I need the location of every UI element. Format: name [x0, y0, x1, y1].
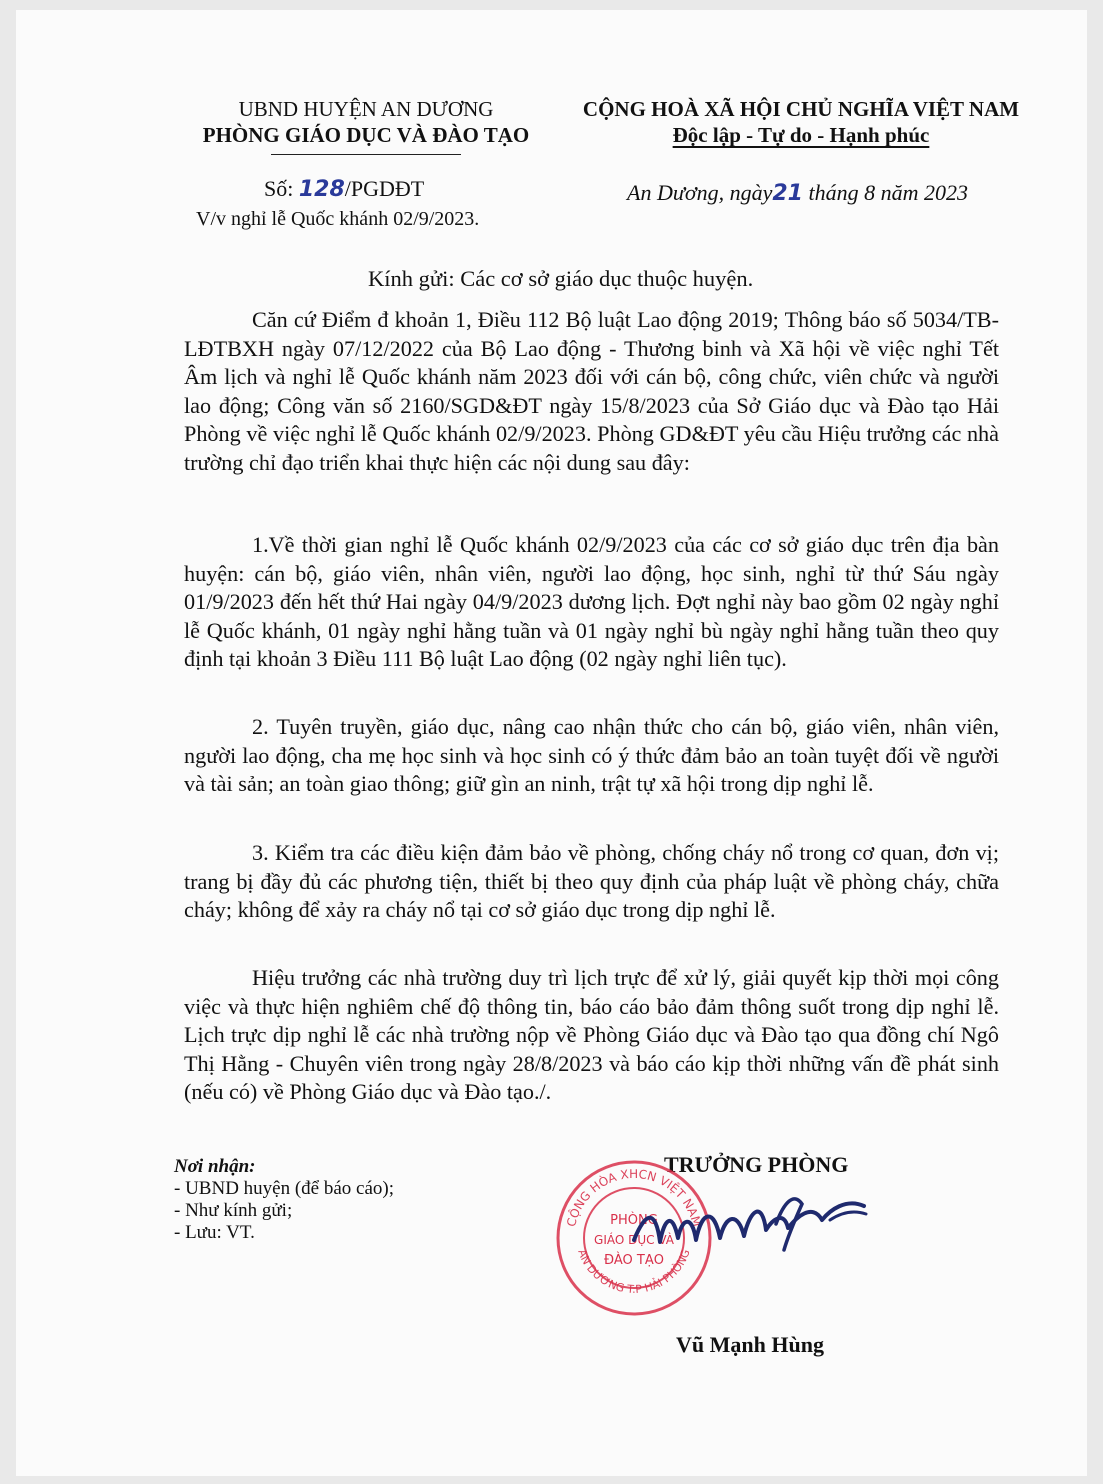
document-page: [16, 10, 1087, 1476]
agency-underline: [271, 154, 461, 155]
recipients-title: Nơi nhận:: [174, 1156, 256, 1177]
doc-number-suffix: /PGDĐT: [344, 176, 425, 201]
date-prefix: An Dương, ngày: [627, 180, 773, 205]
doc-number: [264, 176, 424, 203]
doc-number-value: 128: [298, 177, 345, 202]
doc-date: [627, 180, 968, 207]
recipient-item: - Lưu: VT.: [174, 1222, 255, 1243]
date-day: 21: [772, 181, 803, 206]
nation-title: CỘNG HOÀ XÃ HỘI CHỦ NGHĨA VIỆT NAM: [582, 97, 1020, 121]
motto: [566, 122, 1036, 148]
stamp-line-1: PHÒNG: [610, 1213, 658, 1228]
agency-parent: UBND HUYỆN AN DƯƠNG: [238, 97, 494, 121]
paragraph-legal-basis: Căn cứ Điểm đ khoản 1, Điều 112 Bộ luật Lao động 2019; Thông báo số 5034/TB-LĐTBXH ngày 07/12/2022 của Bộ Lao động - Thương binh và Xã hội về việc nghỉ Tết Âm lịch và nghỉ lễ Quốc khánh năm 2023 đối với cán bộ, công chức, viên chức và người lao động; Công văn số 2160/SGD&ĐT ngày 15/8/2023 của Sở Giáo dục và Đào tạo Hải Phòng về việc nghỉ lễ Quốc khánh 02/9/2023. Phòng GD&ĐT yêu cầu Hiệu trưởng các nhà trường chỉ đạo triển khai thực hiện các nội dung sau đây:: [184, 307, 999, 475]
stamp-line-2: GIÁO DỤC VÀ: [594, 1233, 674, 1247]
paragraph-closing: Hiệu trưởng các nhà trường duy trì lịch trực để xử lý, giải quyết kịp thời mọi công việc và thực hiện nghiêm chế độ thông tin, báo cáo bảo đảm thông suốt trong dịp nghỉ lễ. Lịch trực dịp nghỉ lễ các nhà trường nộp về Phòng Giáo dục và Đào tạo qua đồng chí Ngô Thị Hằng - Chuyên viên trong ngày 28/8/2023 và báo cáo kịp thời những vấn đề phát sinh (nếu có) về Phòng Giáo dục và Đào tạo./.: [184, 965, 999, 1104]
stamp-ring-text: CỘNG HÒA XHCN VIỆT NAM: [564, 1166, 704, 1229]
signer-name: Vũ Mạnh Hùng: [676, 1332, 824, 1357]
paragraph-item-2: 2. Tuyên truyền, giáo dục, nâng cao nhận thức cho cán bộ, giáo viên, nhân viên, người lao động, cha mẹ học sinh và học sinh có ý thức đảm bảo an toàn tuyệt đối về người và tài sản; an toàn giao thông; giữ gìn an ninh, trật tự xã hội trong dịp nghỉ lễ.: [184, 714, 999, 796]
handwritten-signature: [616, 1180, 876, 1270]
recipient-item: - UBND huyện (để báo cáo);: [174, 1178, 395, 1199]
agency-name-text: PHÒNG GIÁO DỤC VÀ ĐÀO TẠO: [202, 123, 530, 147]
greeting: Kính gửi: Các cơ sở giáo dục thuộc huyện.: [368, 266, 754, 291]
motto-text: Độc lập - Tự do - Hạnh phúc: [672, 123, 930, 147]
doc-number-prefix: Số:: [264, 176, 294, 201]
stamp-line-3: ĐÀO TẠO: [604, 1253, 664, 1268]
nation-block: [566, 96, 1036, 148]
paragraph-item-3: 3. Kiểm tra các điều kiện đảm bảo về phòng, chống cháy nổ trong cơ quan, đơn vị; trang bị đầy đủ các phương tiện, thiết bị theo quy định của pháp luật về phòng cháy, chữa cháy; không để xảy ra cháy nổ tại cơ sở giáo dục trong dịp nghỉ lễ.: [184, 840, 999, 922]
doc-subject: V/v nghỉ lễ Quốc khánh 02/9/2023.: [196, 208, 480, 230]
recipients-block: [174, 1156, 394, 1244]
date-suffix: tháng 8 năm 2023: [808, 180, 968, 205]
signature-position: TRƯỞNG PHÒNG: [664, 1152, 849, 1177]
stamp-bottom-text: AN DƯƠNG T.P HẢI PHÒNG: [575, 1247, 693, 1296]
recipient-item: - Như kính gửi;: [174, 1200, 293, 1221]
agency-name: [156, 122, 576, 148]
paragraph-item-1: 1.Về thời gian nghỉ lễ Quốc khánh 02/9/2023 của các cơ sở giáo dục trên địa bàn huyện: cán bộ, giáo viên, nhân viên, người lao động, học sinh, nghỉ từ thứ Sáu ngày 01/9/2023 đến hết thứ Hai ngày 04/9/2023 dương lịch. Đợt nghỉ này bao gồm 02 ngày nghỉ lễ Quốc khánh, 01 ngày nghỉ hằng tuần và 01 ngày nghỉ bù ngày nghỉ hằng tuần theo quy định tại khoản 3 Điều 111 Bộ luật Lao động (02 ngày nghỉ liên tục).: [184, 532, 999, 671]
agency-block: [156, 96, 576, 155]
